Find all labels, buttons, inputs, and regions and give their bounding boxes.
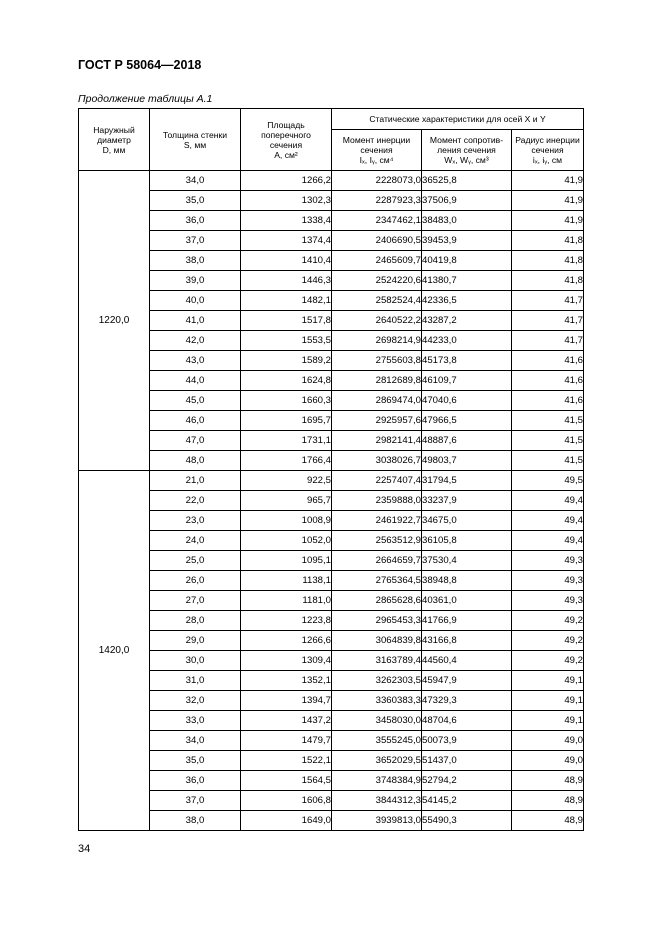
cell-inertia: 2812689,8	[332, 371, 422, 391]
cell-inertia: 3360383,3	[332, 691, 422, 711]
cell-resistance: 31794,5	[422, 471, 512, 491]
cell-radius: 49,0	[512, 731, 584, 751]
table-row	[79, 791, 584, 811]
cell-area: 1266,6	[241, 631, 332, 651]
cell-thickness: 40,0	[150, 291, 241, 311]
cell-area: 1624,8	[241, 371, 332, 391]
header-radius: Радиус инерции сечения iₓ, iᵧ, см	[512, 130, 584, 171]
header-thickness: Толщина стенки S, мм	[150, 109, 241, 171]
document-header: ГОСТ Р 58064—2018	[78, 58, 202, 72]
cell-resistance: 47329,3	[422, 691, 512, 711]
cell-thickness: 23,0	[150, 511, 241, 531]
cell-thickness: 31,0	[150, 671, 241, 691]
cell-resistance: 55490,3	[422, 811, 512, 831]
cell-inertia: 2865628,6	[332, 591, 422, 611]
cell-resistance: 36105,8	[422, 531, 512, 551]
cell-radius: 41,9	[512, 211, 584, 231]
cell-area: 1394,7	[241, 691, 332, 711]
cell-resistance: 37506,9	[422, 191, 512, 211]
table-row	[79, 231, 584, 251]
cell-inertia: 2640522,2	[332, 311, 422, 331]
cell-inertia: 2563512,9	[332, 531, 422, 551]
cell-thickness: 35,0	[150, 191, 241, 211]
cell-area: 1338,4	[241, 211, 332, 231]
cell-thickness: 24,0	[150, 531, 241, 551]
table-row	[79, 611, 584, 631]
cell-radius: 49,1	[512, 691, 584, 711]
cell-radius: 48,9	[512, 811, 584, 831]
cell-thickness: 37,0	[150, 791, 241, 811]
cell-thickness: 29,0	[150, 631, 241, 651]
table-row	[79, 411, 584, 431]
cell-radius: 48,9	[512, 791, 584, 811]
cell-radius: 41,8	[512, 271, 584, 291]
cell-radius: 41,9	[512, 171, 584, 191]
table-row	[79, 811, 584, 831]
cell-radius: 49,1	[512, 711, 584, 731]
cell-inertia: 2465609,7	[332, 251, 422, 271]
table-row	[79, 451, 584, 471]
cell-resistance: 41380,7	[422, 271, 512, 291]
cell-thickness: 44,0	[150, 371, 241, 391]
cell-resistance: 34675,0	[422, 511, 512, 531]
table-row	[79, 311, 584, 331]
cell-radius: 41,6	[512, 351, 584, 371]
cell-thickness: 37,0	[150, 231, 241, 251]
table-row	[79, 251, 584, 271]
cell-inertia: 3844312,3	[332, 791, 422, 811]
table-row	[79, 171, 584, 191]
cell-radius: 49,4	[512, 511, 584, 531]
cell-thickness: 33,0	[150, 711, 241, 731]
cell-resistance: 39453,9	[422, 231, 512, 251]
cell-thickness: 26,0	[150, 571, 241, 591]
cell-thickness: 21,0	[150, 471, 241, 491]
table-row	[79, 351, 584, 371]
table-row	[79, 771, 584, 791]
cell-area: 1479,7	[241, 731, 332, 751]
header-static-characteristics: Статические характеристики для осей X и Y	[332, 109, 584, 130]
cell-inertia: 3262303,5	[332, 671, 422, 691]
cell-resistance: 36525,8	[422, 171, 512, 191]
cell-radius: 41,6	[512, 391, 584, 411]
header-inertia: Момент инерции сечения Iₓ, Iᵧ, см⁴	[332, 130, 422, 171]
cell-resistance: 43166,8	[422, 631, 512, 651]
cell-inertia: 2524220,6	[332, 271, 422, 291]
cell-area: 1766,4	[241, 451, 332, 471]
cell-area: 1695,7	[241, 411, 332, 431]
cell-resistance: 43287,2	[422, 311, 512, 331]
cell-thickness: 34,0	[150, 731, 241, 751]
cell-radius: 49,2	[512, 631, 584, 651]
cell-thickness: 47,0	[150, 431, 241, 451]
cell-inertia: 2359888,0	[332, 491, 422, 511]
cell-radius: 49,1	[512, 671, 584, 691]
table-header	[79, 109, 584, 171]
cell-radius: 49,0	[512, 751, 584, 771]
cell-inertia: 3652029,5	[332, 751, 422, 771]
cell-area: 1138,1	[241, 571, 332, 591]
table-row	[79, 471, 584, 491]
table-row	[79, 511, 584, 531]
cell-area: 1410,4	[241, 251, 332, 271]
table-row	[79, 271, 584, 291]
cell-resistance: 44233,0	[422, 331, 512, 351]
cell-resistance: 42336,5	[422, 291, 512, 311]
cell-resistance: 50073,9	[422, 731, 512, 751]
cell-diameter: 1220,0	[79, 171, 150, 471]
cell-area: 1309,4	[241, 651, 332, 671]
data-table	[78, 108, 584, 831]
cell-area: 1352,1	[241, 671, 332, 691]
cell-inertia: 2228073,0	[332, 171, 422, 191]
cell-area: 1302,3	[241, 191, 332, 211]
cell-resistance: 54145,2	[422, 791, 512, 811]
cell-area: 1589,2	[241, 351, 332, 371]
cell-resistance: 38948,8	[422, 571, 512, 591]
cell-inertia: 2698214,9	[332, 331, 422, 351]
cell-resistance: 47966,5	[422, 411, 512, 431]
cell-area: 1564,5	[241, 771, 332, 791]
cell-area: 1482,1	[241, 291, 332, 311]
cell-radius: 49,4	[512, 491, 584, 511]
cell-area: 1374,4	[241, 231, 332, 251]
cell-resistance: 38483,0	[422, 211, 512, 231]
cell-inertia: 2257407,4	[332, 471, 422, 491]
header-resistance: Момент сопротив- ления сечения Wₓ, Wᵧ, см³	[422, 130, 512, 171]
cell-inertia: 3555245,0	[332, 731, 422, 751]
cell-inertia: 2965453,3	[332, 611, 422, 631]
cell-inertia: 2925957,6	[332, 411, 422, 431]
header-diameter: Наружный диаметр D, мм	[79, 109, 150, 171]
cell-resistance: 48704,6	[422, 711, 512, 731]
cell-resistance: 49803,7	[422, 451, 512, 471]
cell-inertia: 2406690,5	[332, 231, 422, 251]
cell-diameter: 1420,0	[79, 471, 150, 831]
cell-thickness: 38,0	[150, 251, 241, 271]
cell-thickness: 22,0	[150, 491, 241, 511]
cell-area: 1517,8	[241, 311, 332, 331]
cell-thickness: 36,0	[150, 211, 241, 231]
cell-resistance: 51437,0	[422, 751, 512, 771]
table-row	[79, 531, 584, 551]
cell-inertia: 2347462,1	[332, 211, 422, 231]
cell-thickness: 45,0	[150, 391, 241, 411]
cell-area: 1446,3	[241, 271, 332, 291]
table-row	[79, 591, 584, 611]
cell-radius: 49,2	[512, 651, 584, 671]
cell-inertia: 3038026,7	[332, 451, 422, 471]
cell-area: 1181,0	[241, 591, 332, 611]
table-row	[79, 571, 584, 591]
table-row	[79, 371, 584, 391]
table-row	[79, 751, 584, 771]
cell-resistance: 45947,9	[422, 671, 512, 691]
cell-radius: 41,7	[512, 291, 584, 311]
table-row	[79, 651, 584, 671]
table-row	[79, 491, 584, 511]
cell-radius: 41,9	[512, 191, 584, 211]
cell-resistance: 48887,6	[422, 431, 512, 451]
cell-thickness: 34,0	[150, 171, 241, 191]
cell-thickness: 35,0	[150, 751, 241, 771]
cell-radius: 41,7	[512, 311, 584, 331]
cell-radius: 48,9	[512, 771, 584, 791]
cell-area: 1095,1	[241, 551, 332, 571]
cell-resistance: 44560,4	[422, 651, 512, 671]
cell-thickness: 43,0	[150, 351, 241, 371]
cell-area: 1266,2	[241, 171, 332, 191]
cell-thickness: 30,0	[150, 651, 241, 671]
cell-resistance: 40419,8	[422, 251, 512, 271]
cell-thickness: 25,0	[150, 551, 241, 571]
cell-radius: 41,5	[512, 431, 584, 451]
cell-thickness: 48,0	[150, 451, 241, 471]
cell-thickness: 46,0	[150, 411, 241, 431]
table-row	[79, 211, 584, 231]
cell-radius: 41,5	[512, 411, 584, 431]
cell-inertia: 2664659,7	[332, 551, 422, 571]
cell-area: 1437,2	[241, 711, 332, 731]
table-row	[79, 631, 584, 651]
table-row	[79, 671, 584, 691]
cell-area: 922,5	[241, 471, 332, 491]
cell-inertia: 3748384,9	[332, 771, 422, 791]
cell-radius: 49,4	[512, 531, 584, 551]
cell-thickness: 42,0	[150, 331, 241, 351]
cell-inertia: 2461922,7	[332, 511, 422, 531]
cell-area: 1052,0	[241, 531, 332, 551]
table-row	[79, 191, 584, 211]
table-row	[79, 691, 584, 711]
cell-radius: 49,2	[512, 611, 584, 631]
cell-area: 1649,0	[241, 811, 332, 831]
cell-thickness: 39,0	[150, 271, 241, 291]
cell-radius: 49,5	[512, 471, 584, 491]
cell-resistance: 40361,0	[422, 591, 512, 611]
cell-radius: 41,7	[512, 331, 584, 351]
cell-resistance: 45173,8	[422, 351, 512, 371]
cell-area: 1223,8	[241, 611, 332, 631]
cell-inertia: 2765364,5	[332, 571, 422, 591]
table-body	[79, 171, 584, 831]
table-row	[79, 731, 584, 751]
cell-inertia: 2582524,4	[332, 291, 422, 311]
cell-radius: 41,8	[512, 251, 584, 271]
cell-thickness: 41,0	[150, 311, 241, 331]
cell-radius: 41,6	[512, 371, 584, 391]
cell-inertia: 2287923,3	[332, 191, 422, 211]
cell-thickness: 27,0	[150, 591, 241, 611]
cell-inertia: 2755603,8	[332, 351, 422, 371]
cell-thickness: 36,0	[150, 771, 241, 791]
cell-area: 1522,1	[241, 751, 332, 771]
table-row	[79, 431, 584, 451]
cell-area: 965,7	[241, 491, 332, 511]
cell-thickness: 32,0	[150, 691, 241, 711]
cell-radius: 41,8	[512, 231, 584, 251]
cell-area: 1553,5	[241, 331, 332, 351]
cell-area: 1606,8	[241, 791, 332, 811]
cell-inertia: 3939813,0	[332, 811, 422, 831]
cell-area: 1008,9	[241, 511, 332, 531]
table-row	[79, 551, 584, 571]
table-caption: Продолжение таблицы А.1	[78, 93, 213, 105]
table-row	[79, 291, 584, 311]
cell-inertia: 3163789,4	[332, 651, 422, 671]
cell-radius: 49,3	[512, 571, 584, 591]
cell-resistance: 37530,4	[422, 551, 512, 571]
table-row	[79, 331, 584, 351]
table-row	[79, 391, 584, 411]
cell-inertia: 3064839,8	[332, 631, 422, 651]
cell-radius: 49,3	[512, 591, 584, 611]
cell-thickness: 38,0	[150, 811, 241, 831]
cell-inertia: 2869474,0	[332, 391, 422, 411]
header-area: Площадь поперечного сечения A, см²	[241, 109, 332, 171]
cell-resistance: 52794,2	[422, 771, 512, 791]
cell-inertia: 2982141,4	[332, 431, 422, 451]
cell-resistance: 41766,9	[422, 611, 512, 631]
table-row	[79, 711, 584, 731]
cell-radius: 49,3	[512, 551, 584, 571]
cell-thickness: 28,0	[150, 611, 241, 631]
cell-area: 1731,1	[241, 431, 332, 451]
cell-resistance: 46109,7	[422, 371, 512, 391]
page-number: 34	[78, 843, 91, 855]
cell-resistance: 33237,9	[422, 491, 512, 511]
cell-inertia: 3458030,0	[332, 711, 422, 731]
cell-resistance: 47040,6	[422, 391, 512, 411]
cell-radius: 41,5	[512, 451, 584, 471]
cell-area: 1660,3	[241, 391, 332, 411]
